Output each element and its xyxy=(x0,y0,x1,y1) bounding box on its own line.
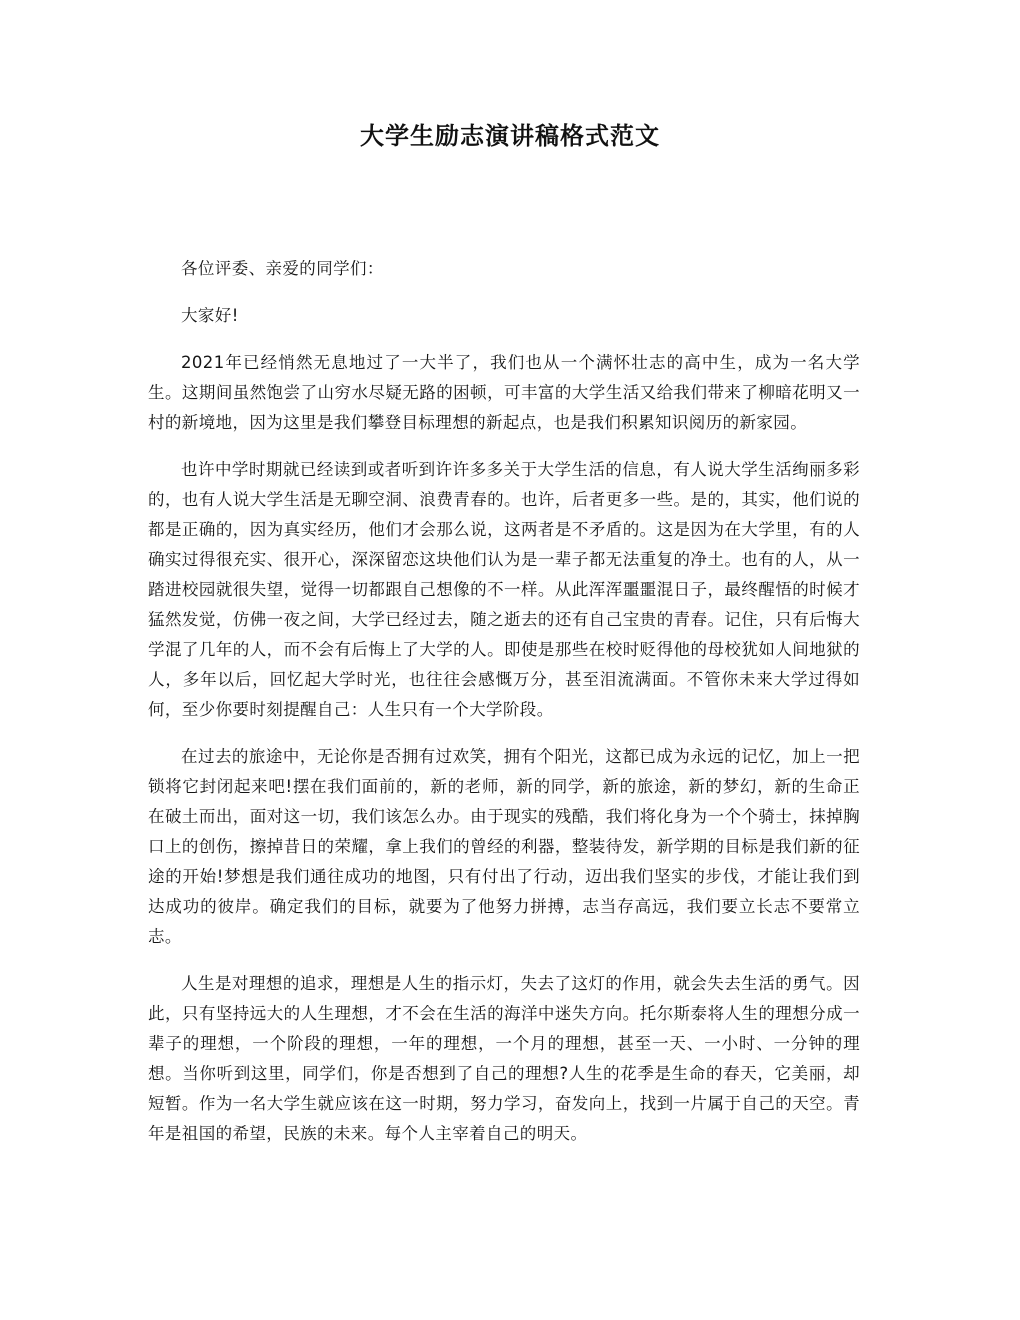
body-paragraph: 2021年已经悄然无息地过了一大半了，我们也从一个满怀壮志的高中生，成为一名大学生。这期间虽然饱尝了山穷水尽疑无路的困顿，可丰富的大学生活又给我们带来了柳暗花明又一村的新境地，因为这里是我们攀登目标理想的新起点，也是我们积累知识阅历的新家园。 xyxy=(148,353,860,432)
document-title: 大学生励志演讲稿格式范文 xyxy=(360,122,660,150)
salutation-paragraph: 各位评委、亲爱的同学们： xyxy=(181,259,384,278)
body-paragraph: 人生是对理想的追求，理想是人生的指示灯，失去了这灯的作用，就会失去生活的勇气。因此，只有坚持远大的人生理想，才不会在生活的海洋中迷失方向。托尔斯泰将人生的理想分成一辈子的理想，一个阶段的理想，一年的理想，一个月的理想，甚至一天、一小时、一分钟的理想。当你听到这里，同学们，你是否想到了自己的理想?人生的花季是生命的春天，它美丽，却短暂。作为一名大学生就应该在这一时期，努力学习，奋发向上，找到一片属于自己的天空。青年是祖国的希望，民族的未来。每个人主宰着自己的明天。 xyxy=(148,974,860,1143)
body-paragraph: 在过去的旅途中，无论你是否拥有过欢笑，拥有个阳光，这都已成为永远的记忆，加上一把锁将它封闭起来吧!摆在我们面前的，新的老师，新的同学，新的旅途，新的梦幻，新的生命正在破土而出，面对这一切，我们该怎么办。由于现实的残酷，我们将化身为一个个骑士，抹掉胸口上的创伤，擦掉昔日的荣耀，拿上我们的曾经的利器，整装待发，新学期的目标是我们新的征途的开始!梦想是我们通往成功的地图，只有付出了行动，迈出我们坚实的步伐，才能让我们到达成功的彼岸。确定我们的目标，就要为了他努力拼搏，志当存高远，我们要立长志不要常立志。 xyxy=(148,747,860,946)
greeting-paragraph: 大家好! xyxy=(181,306,239,325)
document-body xyxy=(148,254,860,1149)
body-paragraph: 也许中学时期就已经读到或者听到许许多多关于大学生活的信息，有人说大学生活绚丽多彩的，也有人说大学生活是无聊空洞、浪费青春的。也许，后者更多一些。是的，其实，他们说的都是正确的，因为真实经历，他们才会那么说，这两者是不矛盾的。这是因为在大学里，有的人确实过得很充实、很开心，深深留恋这块他们认为是一辈子都无法重复的净土。也有的人，从一踏进校园就很失望，觉得一切都跟自己想像的不一样。从此浑浑噩噩混日子，最终醒悟的时候才猛然发觉，仿佛一夜之间，大学已经过去，随之逝去的还有自己宝贵的青春。记住，只有后悔大学混了几年的人，而不会有后悔上了大学的人。即使是那些在校时贬得他的母校犹如人间地狱的人，多年以后，回忆起大学时光，也往往会感慨万分，甚至泪流满面。不管你未来大学过得如何，至少你要时刻提醒自己：人生只有一个大学阶段。 xyxy=(148,460,860,719)
